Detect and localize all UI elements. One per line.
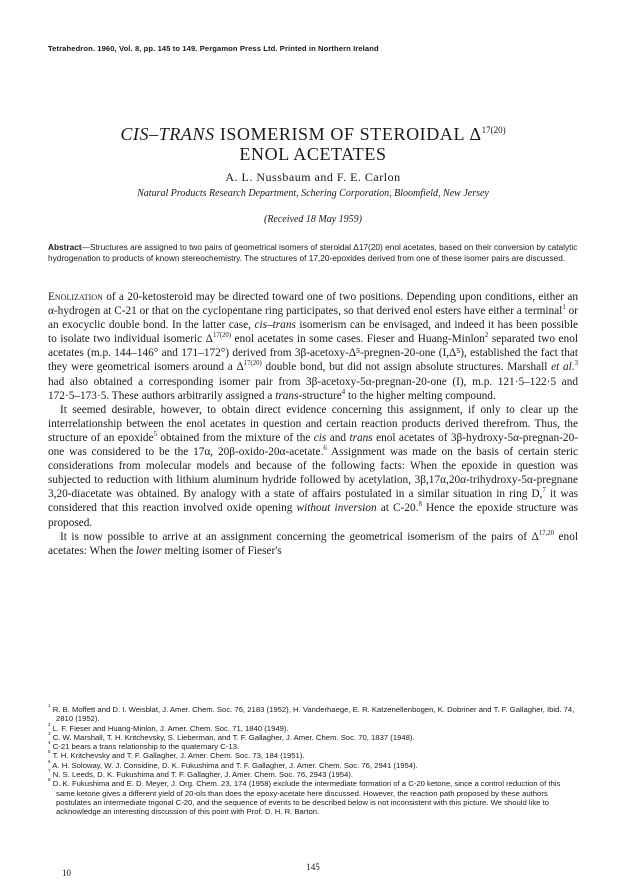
journal-citation-line: Tetrahedron. 1960, Vol. 8, pp. 145 to 149. Pergamon Press Ltd. Printed in Northern Ireland [48,44,379,53]
body-text: -structure [298,389,342,402]
footnote-text: D. K. Fukushima and E. D. Meyer, J. Org. Chem. 23, 174 (1958) exclude the intermediate formation of a C-20 ketone, since a control reduction of this same ketone gives a different yield of 20-ols than does the epoxy-acetate here discussed. However, the reaction path proposed by these authors postulates an intermediate trigonal C-20, and the sequence of events to be described below is not inconsistent with this picture. We should like to acknowledge an interesting discussion of this point with Prof. D. H. R. Barton. [52,779,561,817]
footnote [48,779,578,816]
body-text: at C-20. [376,502,419,515]
footnote-text: C-21 bears a trans relationship to the quaternary C-13. [52,742,240,752]
footnote-text: N. S. Leeds, D. K. Fukushima and T. F. Gallagher, J. Amer. Chem. Soc. 76, 2943 (1954). [52,770,353,780]
article-title [48,120,578,164]
delta-superscript: 17(20) [243,360,262,368]
ref-mark: 4 [341,388,346,396]
body-text: melting isomer of Fieser's [161,544,282,557]
body-italic: trans [349,431,373,444]
delta-superscript: 17(20) [212,332,231,340]
footnote-number: 2 [48,721,51,727]
delta-superscript: 17,20 [538,529,555,537]
body-text: obtained from the mixture of the [156,431,314,444]
body-text: isomerism can be envisaged, and indeed it has been possible to isolate two individual isomeric Δ [48,319,578,346]
footnote-number: 7 [48,768,51,774]
footnote [48,751,578,760]
body-text: separated two enol acetates (m.p. 144–146° and 171–172°) derived from 3β-acetoxy-Δ⁵-pregnen-20-one (I,Δ⁵), established the fact that they were geometrical isomers around a Δ [48,333,578,374]
title-cis-trans: CIS–TRANS [120,124,215,144]
footnote [48,770,578,779]
body-text: had also obtained a corresponding isomer pair from 3β-acetoxy-5α-pregnan-20-one (I), m.p. 121·5–122·5 and 172·5–173·5. These authors arbitrarily assigned a [48,375,578,402]
body-text: Hence the epoxide structure was proposed. [48,502,579,529]
body-text: or an exocyclic double bond. In the latter case, [48,305,578,332]
body-paragraph-3 [48,530,578,558]
footnote-number: 1 [48,703,51,708]
footnote-text: R. B. Moffett and D. I. Weisblat, J. Amer. Chem. Soc. 76, 2183 (1952), H. Vanderhaege, E. R. Katzenellenbogen, K. Dobriner and T. F. Gallagher, Ibid. 74, 2810 (1952). [52,705,575,724]
footnote [48,721,578,733]
abstract [48,242,578,265]
body-text: It seemed desirable, however, to obtain direct evidence concerning this assignment, if only to clear up the interrelationship between the enol acetates in question and certain reaction products derived therefrom. Thus, the structure of an epoxide [48,403,578,444]
body-italic: lower [135,544,162,557]
body-text: it was considered that this reaction involved oxide opening [48,488,579,515]
footnote-number: 4 [48,740,51,746]
page-number: 145 [306,862,320,872]
title-superscript: 17(20) [481,125,506,135]
footnotes [48,705,578,817]
body-text: enol acetates of 3β-hydroxy-5α-pregnan-20-one was considered to be the 17α, 20β-oxido-20α-acetate. [48,431,578,459]
affiliation: Natural Products Research Department, Schering Corporation, Bloomfield, New Jersey [137,188,489,199]
body-text: of a 20-ketosteroid may be directed toward one of two positions. Depending upon conditions, either an α-hydrogen at C-21 or that on the cyclopentane ring participates, so that derived enol esters have either a terminal [48,291,578,318]
body-italic: without inversion [296,502,377,515]
footnote [48,705,578,724]
ref-mark: 1 [562,304,566,312]
ref-mark: 7 [542,487,546,495]
body-text: Assignment was made on the basis of certain steric considerations from molecular models and because of the following facts: When the epoxide in question was subjected to reduction with lithium aluminum hydride followed by acetylation, 3β,17α,20α-trihydroxy-5α-pregnane 3,20-diacetate was obtained. By analogy with a state of affairs postulated in a similar situation in ring D, [48,446,578,501]
footnote [48,730,578,742]
footnote [48,758,578,770]
body-text: and [326,431,350,444]
body-paragraph-1 [48,290,578,403]
footnote-text: L. F. Fieser and Huang-Minlon, J. Amer. Chem. Soc. 71, 1840 (1949). [52,723,289,733]
body-text: enol acetates in some cases. Fieser and Huang-Minlon [230,333,485,346]
footnote-text: T. H. Kritchevsky and T. F. Gallagher, J. Amer. Chem. Soc. 73, 184 (1951). [52,751,305,761]
ref-mark: 8 [418,501,422,509]
body-text: to the higher melting compound. [345,389,496,402]
article-body [48,290,578,558]
title-line-2: ENOL ACETATES [239,144,387,164]
footnote-number: 8 [48,777,51,783]
signature-mark: 10 [62,868,71,878]
footnote-number: 5 [48,749,51,755]
body-italic: cis [313,431,327,444]
abstract-text: —Structures are assigned to two pairs of geometrical isomers of steroidal Δ17(20) enol acetates, based on their conversion by catalytic hydrogenation to products of known stereochemistry. The structures of 17,20-epoxides derived from one of these isomer pairs are discussed. [48,242,578,264]
received-date: (Received 18 May 1959) [263,214,362,225]
body-italic: et al. [551,361,575,374]
footnote-text: C. W. Marshall, T. H. Kritchevsky, S. Lieberman, and T. F. Gallagher, J. Amer. Chem. Soc. 70, 1837 (1948). [52,732,415,742]
body-italic: cis–trans [254,319,296,332]
ref-mark: 5 [153,430,157,438]
body-text: double bond, but did not assign absolute structures. Marshall [261,361,552,374]
body-text: enol acetates: When the [48,530,578,557]
footnote-text: A. H. Soloway, W. J. Considine, D. K. Fukushima and T. F. Gallagher, J. Amer. Chem. Soc. 76, 2941 (1954). [52,760,418,770]
footnote-number: 3 [48,730,51,736]
footnote-number: 6 [48,758,51,764]
abstract-label: Abstract [48,242,82,252]
body-paragraph-2 [48,403,578,530]
body-text: It is now possible to arrive at an assignment concerning the geometrical isomerism of the pairs of Δ [60,530,539,543]
lead-word: Enolization [48,291,103,303]
authors: A. L. Nussbaum and F. E. Carlon [225,170,401,184]
ref-mark: 3 [574,360,578,368]
title-main: ISOMERISM OF STEROIDAL Δ [214,124,482,144]
ref-mark: 6 [323,445,327,453]
ref-mark: 2 [484,332,489,340]
body-italic: trans [275,389,299,402]
